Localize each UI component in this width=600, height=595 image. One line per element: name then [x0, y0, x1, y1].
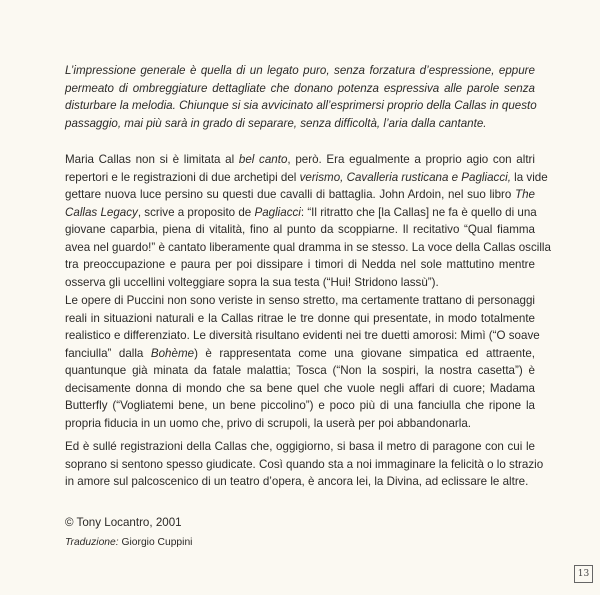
- text: la vide: [510, 170, 548, 184]
- text-line: [65, 415, 535, 433]
- italic-text: bel canto: [238, 153, 288, 166]
- text: Butterfly (“Vogliatemi bene, un bene piccolino”) e poco più di una fanciulla che ripone la: [65, 399, 535, 412]
- text: avea nel guardo!” è cantato liberamente qual dramma in se stesso. La voce della Callas oscilla: [65, 240, 551, 254]
- text-line: [65, 62, 535, 80]
- text: giovane caparbia, piena di vitalità, fino al punto da scoppiarne. Il recitativo “Qual fiamma: [65, 223, 535, 236]
- text-line: [65, 221, 535, 239]
- text: propria fiducia in un uomo che, privo di scrupoli, la userà per poi abbandonarla.: [65, 416, 472, 430]
- text-line: [65, 169, 548, 187]
- copyright-credit: © Tony Locantro, 2001: [65, 516, 182, 529]
- italic-text: passaggio, mai più sarà in grado di separare, senza difficoltà, l’aria dalla cantante.: [65, 116, 487, 130]
- text-line: [65, 151, 535, 169]
- text-line: [65, 256, 535, 274]
- text-line: [65, 397, 535, 415]
- italic-text: Callas Legacy: [65, 205, 138, 219]
- text-line: [65, 473, 535, 491]
- text: decisamente donna di mondo che sa bene quel che vuole negli affari di cuore; Madama: [65, 381, 535, 395]
- italic-text: The: [515, 188, 535, 201]
- italic-text: permeato di ombreggiature dettagliate che donano potenza espressiva alle parole senza: [65, 81, 535, 95]
- text: fanciulla” dalla: [65, 346, 151, 360]
- text: : “Il ritratto che [la Callas] ne fa è quello di una: [300, 205, 537, 219]
- paragraph-puccini: [65, 292, 540, 432]
- text: quantunque già minata da fatale malattia; Tosca (“Non la sospiri, la nostra casetta”) è: [65, 364, 535, 377]
- text: ) è rappresentata come una giovane simpatica ed attraente,: [194, 346, 535, 360]
- text: Maria Callas non si è limitata al: [65, 153, 239, 166]
- text: reali in situazioni naturali e la Callas ritrae le tre donne qui presentate, in modo totalmente: [65, 311, 535, 325]
- translator-name: Giorgio Cuppini: [118, 537, 193, 548]
- text: , però. Era egualmente a proprio agio con altri: [287, 153, 535, 166]
- text-line: [65, 327, 540, 345]
- italic-text: disturbare la melodia. Chiunque si sia avvicinato all’esprimersi proprio della Callas in questo: [65, 99, 537, 112]
- text-line: [65, 310, 535, 328]
- italic-text: Pagliacci: [254, 205, 301, 219]
- text-line: [65, 362, 535, 380]
- text-line: [65, 80, 535, 98]
- page-number: 13: [574, 565, 593, 583]
- text-line: [65, 345, 535, 363]
- text: tra preoccupazione e paura per poi dissipare i timori di Nedda nel sole mattutino mentre: [65, 258, 535, 271]
- text-line: [65, 97, 535, 115]
- text: realistico e differenziato. Le diversità risultano evidenti nei tre duetti amorosi: Mimì (“O soave: [65, 329, 540, 342]
- text: Le opere di Puccini non sono veriste in senso stretto, ma certamente trattano di personaggi: [65, 294, 535, 307]
- text: osserva gli uccellini volteggiare sopra la sua testa (“Hui! Stridono lassù”).: [65, 275, 439, 289]
- paragraph-quote: [65, 62, 535, 132]
- text-line: [65, 438, 535, 456]
- translation-label: Traduzione:: [65, 537, 119, 548]
- text-line: [65, 380, 535, 398]
- text: gettare nuova luce persino su questi due cavalli di battaglia. John Ardoin, nel suo libro: [65, 188, 516, 201]
- text-line: [65, 186, 535, 204]
- italic-text: L’impressione generale è quella di un legato puro, senza forzatura d’espressione, eppure: [65, 64, 535, 77]
- italic-text: Bohème: [150, 346, 195, 360]
- paragraph-verismo: [65, 151, 551, 291]
- text-line: [65, 239, 551, 257]
- paragraph-conclusion: [65, 438, 544, 491]
- text-line: [65, 115, 535, 133]
- translation-credit: [65, 535, 192, 551]
- text-line: [65, 204, 535, 222]
- text: in amore sul palcoscenico di un teatro d’opera, è ancora lei, la Divina, ad eclissare le altre.: [65, 475, 529, 488]
- italic-text: verismo, Cavalleria rusticana e Pagliacci,: [299, 170, 511, 184]
- text: , scrive a proposito de: [137, 205, 255, 219]
- text: Ed è sullé registrazioni della Callas che, oggigiorno, si basa il metro di paragone con cui le: [65, 440, 535, 453]
- text-line: [65, 292, 535, 310]
- text-line: [65, 456, 544, 474]
- text-line: [65, 274, 535, 292]
- text: soprano si sentono spesso giudicate. Così quando sta a noi immaginare la felicità o lo strazio: [65, 457, 544, 471]
- text: repertori e le registrazioni di due archetipi del: [65, 170, 300, 184]
